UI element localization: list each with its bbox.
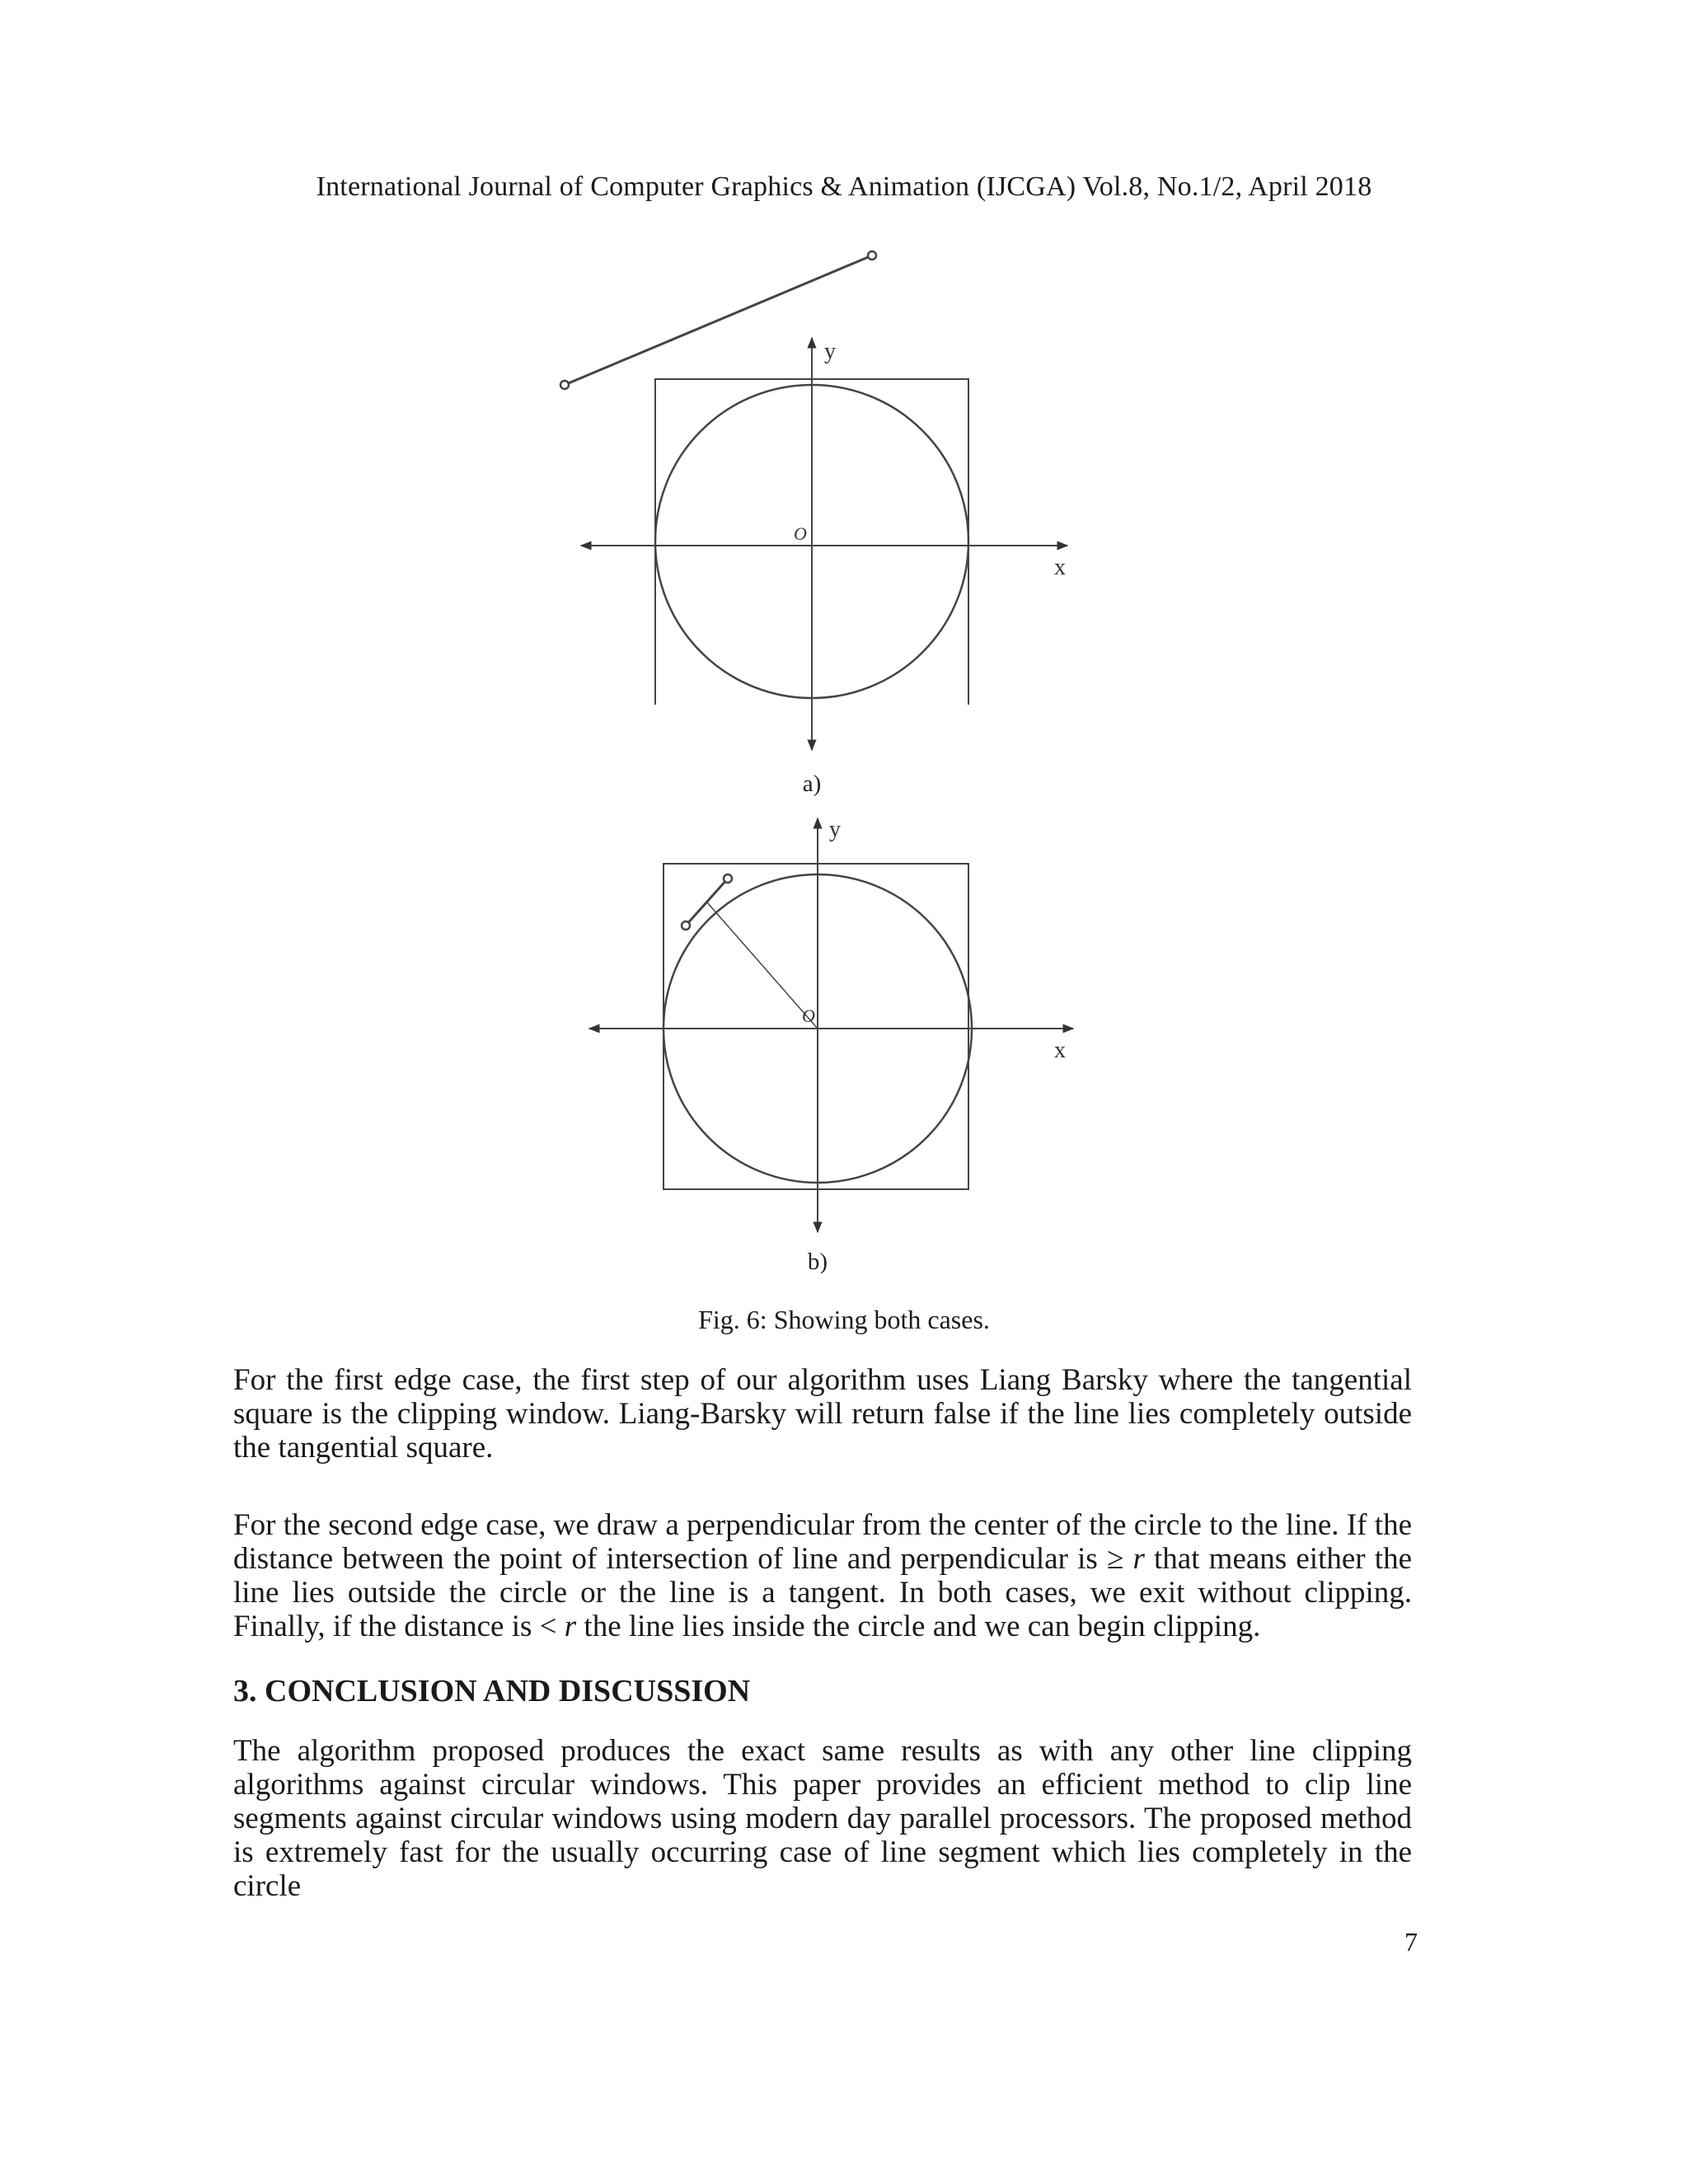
p2-text-c: the line lies inside the circle and we can begin clipping. — [576, 1610, 1261, 1643]
panel-b-y-label: y — [829, 817, 841, 842]
panel-a-line-endpoint-right — [868, 251, 876, 260]
panel-a-line-endpoint-left — [560, 381, 569, 389]
journal-header: International Journal of Computer Graphics & Animation (IJCGA) Vol.8, No.1/2, April 2018 — [316, 171, 1372, 202]
panel-b-segment-endpoint-upper — [724, 874, 732, 883]
page-number: 7 — [1404, 1927, 1418, 1957]
panel-b-diagram — [589, 818, 1073, 1232]
panel-a-label: a) — [802, 771, 822, 797]
panel-b-origin-label: O — [802, 1005, 815, 1026]
section-heading-conclusion: 3. CONCLUSION AND DISCUSSION — [233, 1674, 751, 1708]
figure-6-diagram — [544, 243, 1121, 1273]
panel-a-x-label: x — [1054, 555, 1066, 580]
panel-b-x-label: x — [1054, 1038, 1066, 1063]
p2-radius-symbol: r — [1132, 1542, 1145, 1576]
p2-text-b: that means either the line lies outside the circle or the line is a tangent. In both cases, we exit without clipping. Finally, if the distance is < — [233, 1542, 1412, 1643]
panel-b-perpendicular — [707, 902, 818, 1029]
figure-6 — [544, 243, 1121, 1277]
p2-radius-symbol-2: r — [564, 1610, 577, 1643]
figure-caption: Fig. 6: Showing both cases. — [698, 1305, 990, 1334]
paragraph-first-edge-case: For the first edge case, the first step of our algorithm uses Liang Barsky where the tangential square is the clipping window. Liang-Barsky will return false if the line lies completely outside the tangential square. — [233, 1363, 1412, 1465]
panel-a-origin-label: O — [794, 523, 807, 544]
paragraph-second-edge-case — [233, 1508, 1412, 1643]
panel-b-segment-endpoint-lower — [682, 921, 690, 930]
panel-b-label: b) — [807, 1249, 828, 1273]
p2-text-a: For the second edge case, we draw a perpendicular from the center of the circle to the line. If the distance between the point of intersection of line and perpendicular is ≥ — [233, 1508, 1412, 1576]
panel-a-outside-line — [565, 255, 872, 385]
panel-a-y-label: y — [824, 339, 836, 364]
panel-a-diagram — [560, 251, 1067, 750]
paragraph-conclusion: The algorithm proposed produces the exact same results as with any other line clipping algorithms against circular windows. This paper provides an efficient method to clip line segments against circular windows using modern day parallel processors. The proposed method is extremely fast for the usually occurring case of line segment which lies completely in the circle — [233, 1734, 1412, 1903]
